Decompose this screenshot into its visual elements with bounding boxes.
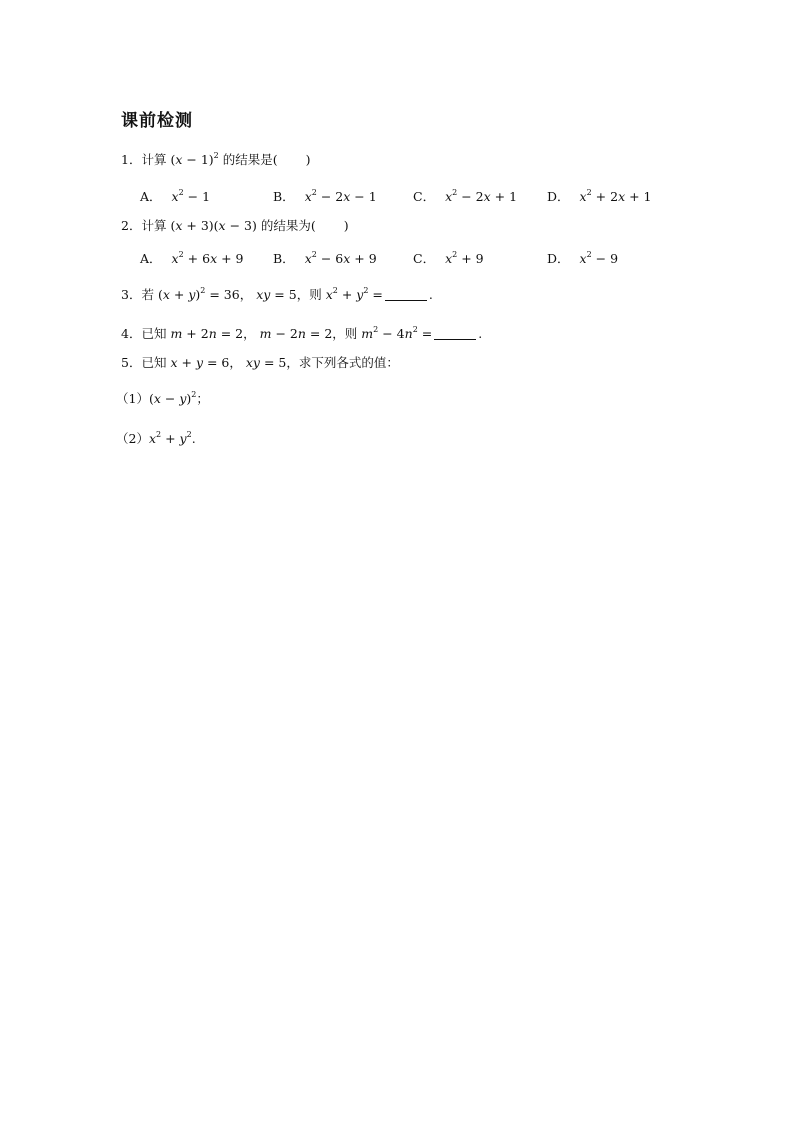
question-stem: 计算	[141, 152, 167, 167]
option-b[interactable]: B． $x^2 - 2x - 1$	[273, 188, 377, 204]
question-stem: 计算	[141, 218, 167, 233]
math-expression: $x^2 + y^2$	[148, 430, 192, 446]
answer-blank[interactable]	[434, 327, 476, 340]
question-number: 3．	[121, 287, 142, 302]
math-expression: $(x - y)^2$	[148, 390, 197, 406]
math-expression: $(x + y)^2 = 36$	[157, 286, 240, 302]
question-5: 5．已知 x + y = 6， xy = 5，求下列各式的值：	[121, 355, 399, 370]
question-stem: 的结果是	[222, 152, 273, 167]
option-c[interactable]: C． $x^2 + 9$	[413, 250, 484, 266]
math-expression: $m^2 - 4n^2$ =	[361, 325, 433, 341]
math-expression: $(x - 1)^2$	[170, 151, 219, 167]
answer-paren-close: )	[305, 152, 311, 167]
answer-paren-open: (	[272, 152, 278, 167]
option-d[interactable]: D． $x^2 - 9$	[547, 250, 619, 266]
math-expression: m + 2n = 2	[170, 326, 244, 341]
math-expression: xy = 5	[256, 287, 297, 302]
question-number: 4．	[121, 326, 142, 341]
answer-paren-close: )	[343, 218, 349, 233]
math-expression: m − 2n = 2	[259, 326, 333, 341]
option-d[interactable]: D． $x^2 + 2x + 1$	[547, 188, 652, 204]
sub-question-1: $(1)(x - y)^2$；	[116, 390, 209, 406]
question-stem: 的结果为	[260, 218, 311, 233]
question-3: 3．若 $(x + y)^2 = 36$， xy = 5，则 $x^2 + y^2$ = .	[121, 286, 433, 302]
option-a[interactable]: A． $x^2 - 1$	[140, 188, 211, 204]
question-number: 2．	[121, 218, 142, 233]
option-c[interactable]: C． $x^2 - 2x + 1$	[413, 188, 518, 204]
sub-question-2: $(2)x^2 + y^2$.	[116, 430, 196, 446]
question-number: 5．	[121, 355, 142, 370]
option-b[interactable]: B． $x^2 - 6x + 9$	[273, 250, 377, 266]
option-a[interactable]: A． $x^2 + 6x + 9$	[140, 250, 244, 266]
question-number: 1．	[121, 152, 142, 167]
question-2	[121, 217, 349, 235]
math-expression: $x^2 + y^2$ =	[325, 286, 383, 302]
question-4: 4．已知 m + 2n = 2， m − 2n = 2，则 $m^2 - 4n^2$ = .	[121, 325, 483, 341]
math-expression: xy = 5	[245, 355, 287, 370]
answer-blank[interactable]	[385, 288, 427, 301]
answer-paren-open: (	[310, 218, 316, 233]
question-1	[121, 151, 311, 169]
section-title: 课前检测	[121, 111, 193, 131]
math-expression: x + y = 6	[170, 355, 230, 370]
math-expression: (x + 3)(x − 3)	[170, 218, 257, 233]
